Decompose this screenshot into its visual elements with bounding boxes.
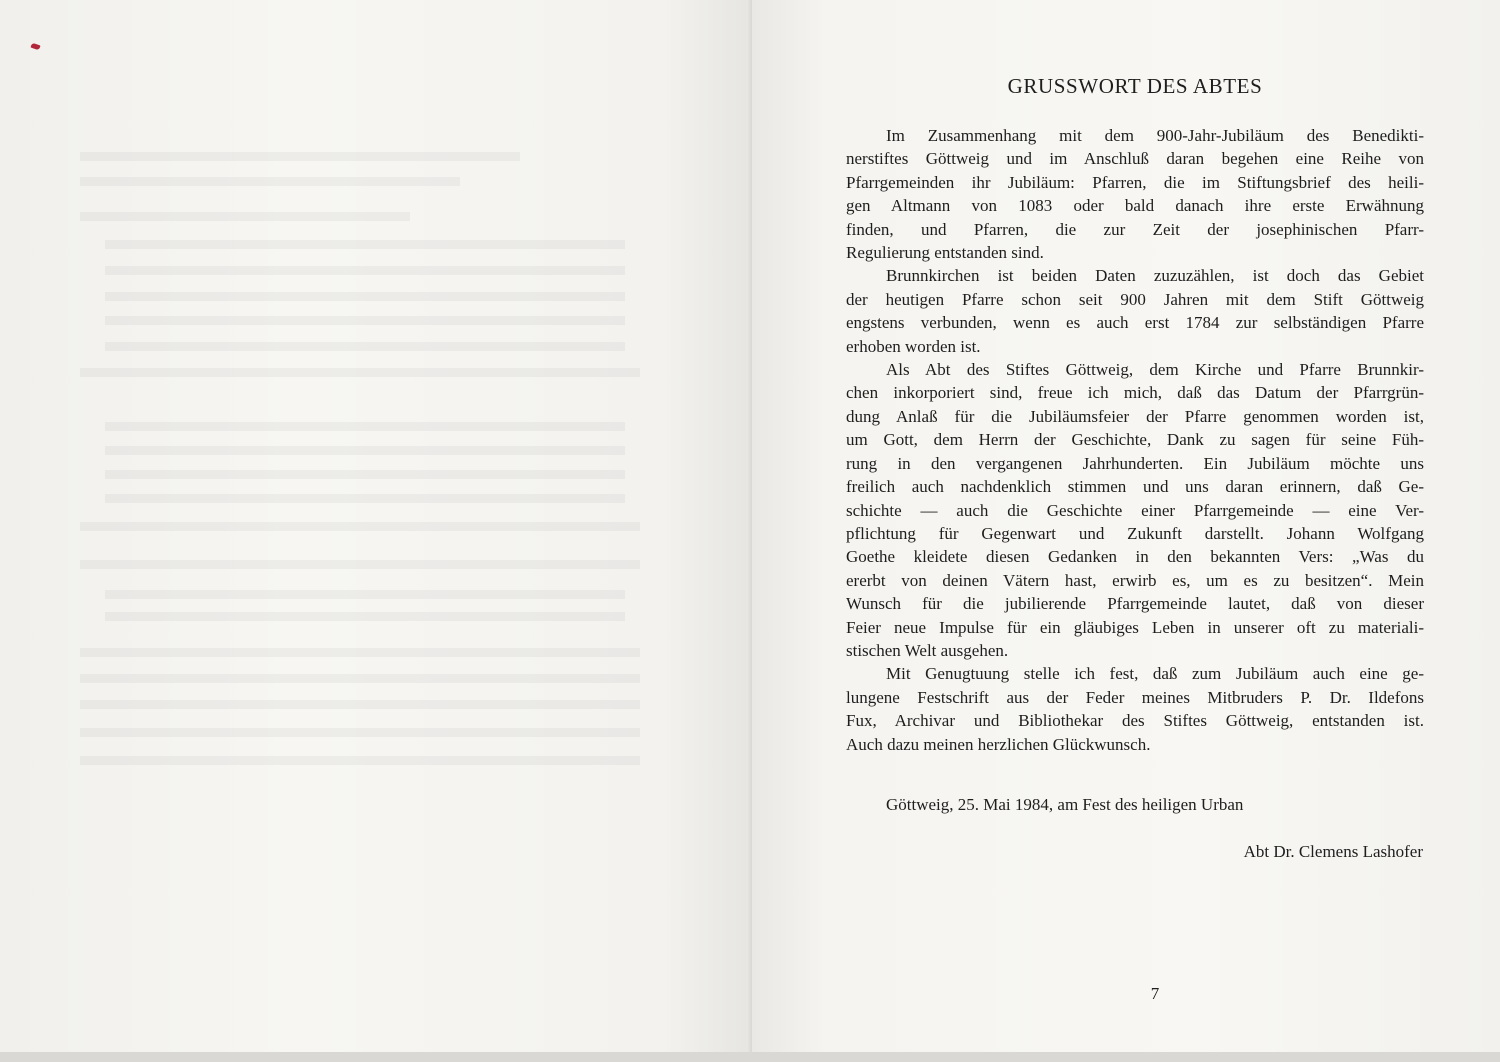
text-line: Regulierung entstanden sind. [846,243,1044,263]
text-line: engstens verbunden, wenn es auch erst 1784 zur selbständigen Pfarre [846,313,1424,333]
page-title: GRUSSWORT DES ABTES [1007,74,1263,98]
show-through-line [105,316,625,325]
text-line: ererbt von deinen Vätern hast, erwirb es, um es zu besitzen“. Mein [846,570,1424,590]
show-through-line [105,342,625,351]
show-through-line [80,212,410,221]
show-through-line [105,446,625,455]
show-through-line [105,240,625,249]
text-line: dung Anlaß für die Jubiläumsfeier der Pfarre genommen worden ist, [846,406,1424,426]
text-line: finden, und Pfarren, die zur Zeit der josephinischen Pfarr- [846,219,1424,239]
text-line: erhoben worden ist. [846,336,981,356]
show-through-line [80,152,520,161]
text-line: nerstiftes Göttweig und im Anschluß daran begehen eine Reihe von [846,149,1424,169]
text-line: Brunnkirchen ist beiden Daten zuzuzählen, ist doch das Gebiet [886,266,1424,286]
text-line: Fux, Archivar und Bibliothekar des Stiftes Göttweig, entstanden ist. [846,711,1424,731]
red-ink-mark [30,43,40,51]
show-through-line [105,422,625,431]
paragraph [846,662,1424,756]
show-through-line [80,756,640,765]
show-through-line [105,590,625,599]
text-line: rung in den vergangenen Jahrhunderten. Ein Jubiläum möchte uns [846,453,1424,473]
text-line: der heutigen Pfarre schon seit 900 Jahren mit dem Stift Göttweig [846,289,1424,309]
text-line: Pfarrgemeinden ihr Jubiläum: Pfarren, die im Stiftungsbrief des heili- [846,172,1424,192]
show-through-line [105,494,625,503]
show-through-line [80,177,460,186]
show-through-line [80,522,640,531]
page-number: 7 [1150,984,1160,1003]
body-text [846,124,1424,756]
text-line: pflichtung für Gegenwart und Zukunft darstellt. Johann Wolfgang [846,523,1424,543]
show-through-line [80,648,640,657]
paragraph [846,264,1424,358]
show-through-line [105,470,625,479]
show-through-line [80,674,640,683]
show-through-line [80,700,640,709]
text-line: Wunsch für die jubilierende Pfarrgemeinde lautet, daß von dieser [846,594,1424,614]
show-through-line [105,266,625,275]
text-line: Im Zusammenhang mit dem 900-Jahr-Jubiläum des Benedikti- [886,126,1424,145]
signature: Abt Dr. Clemens Lashofer [1243,842,1423,861]
show-through-line [80,560,640,569]
text-line: chen inkorporiert sind, freue ich mich, daß das Datum der Pfarrgrün- [846,383,1424,403]
text-line: um Gott, dem Herrn der Geschichte, Dank zu sagen für seine Füh- [846,430,1424,450]
paragraph [846,358,1424,662]
text-line: lungene Festschrift aus der Feder meines Mitbruders P. Dr. Ildefons [846,687,1424,707]
show-through-line [80,368,640,377]
text-line: freilich auch nachdenklich stimmen und uns daran erinnern, daß Ge- [846,477,1424,497]
page-bottom-edge [0,1052,1500,1062]
text-line: stischen Welt ausgehen. [846,640,1009,660]
text-line: gen Altmann von 1083 oder bald danach ihre erste Erwähnung [846,196,1424,216]
show-through-line [105,612,625,621]
text-line: Feier neue Impulse für ein gläubiges Leben in unserer oft zu materiali- [846,617,1424,637]
place-and-date: Göttweig, 25. Mai 1984, am Fest des heiligen Urban [886,795,1244,814]
paragraph [846,124,1424,264]
text-line: schichte — auch die Geschichte einer Pfarrgemeinde — eine Ver- [846,500,1424,520]
text-line: Als Abt des Stiftes Göttweig, dem Kirche und Pfarre Brunnkir- [886,360,1424,380]
show-through-line [105,292,625,301]
text-line: Auch dazu meinen herzlichen Glückwunsch. [846,734,1151,754]
show-through-line [80,728,640,737]
text-line: Mit Genugtuung stelle ich fest, daß zum Jubiläum auch eine ge- [886,664,1424,684]
text-line: Goethe kleidete diesen Gedanken in den bekannten Vers: „Was du [846,547,1424,567]
